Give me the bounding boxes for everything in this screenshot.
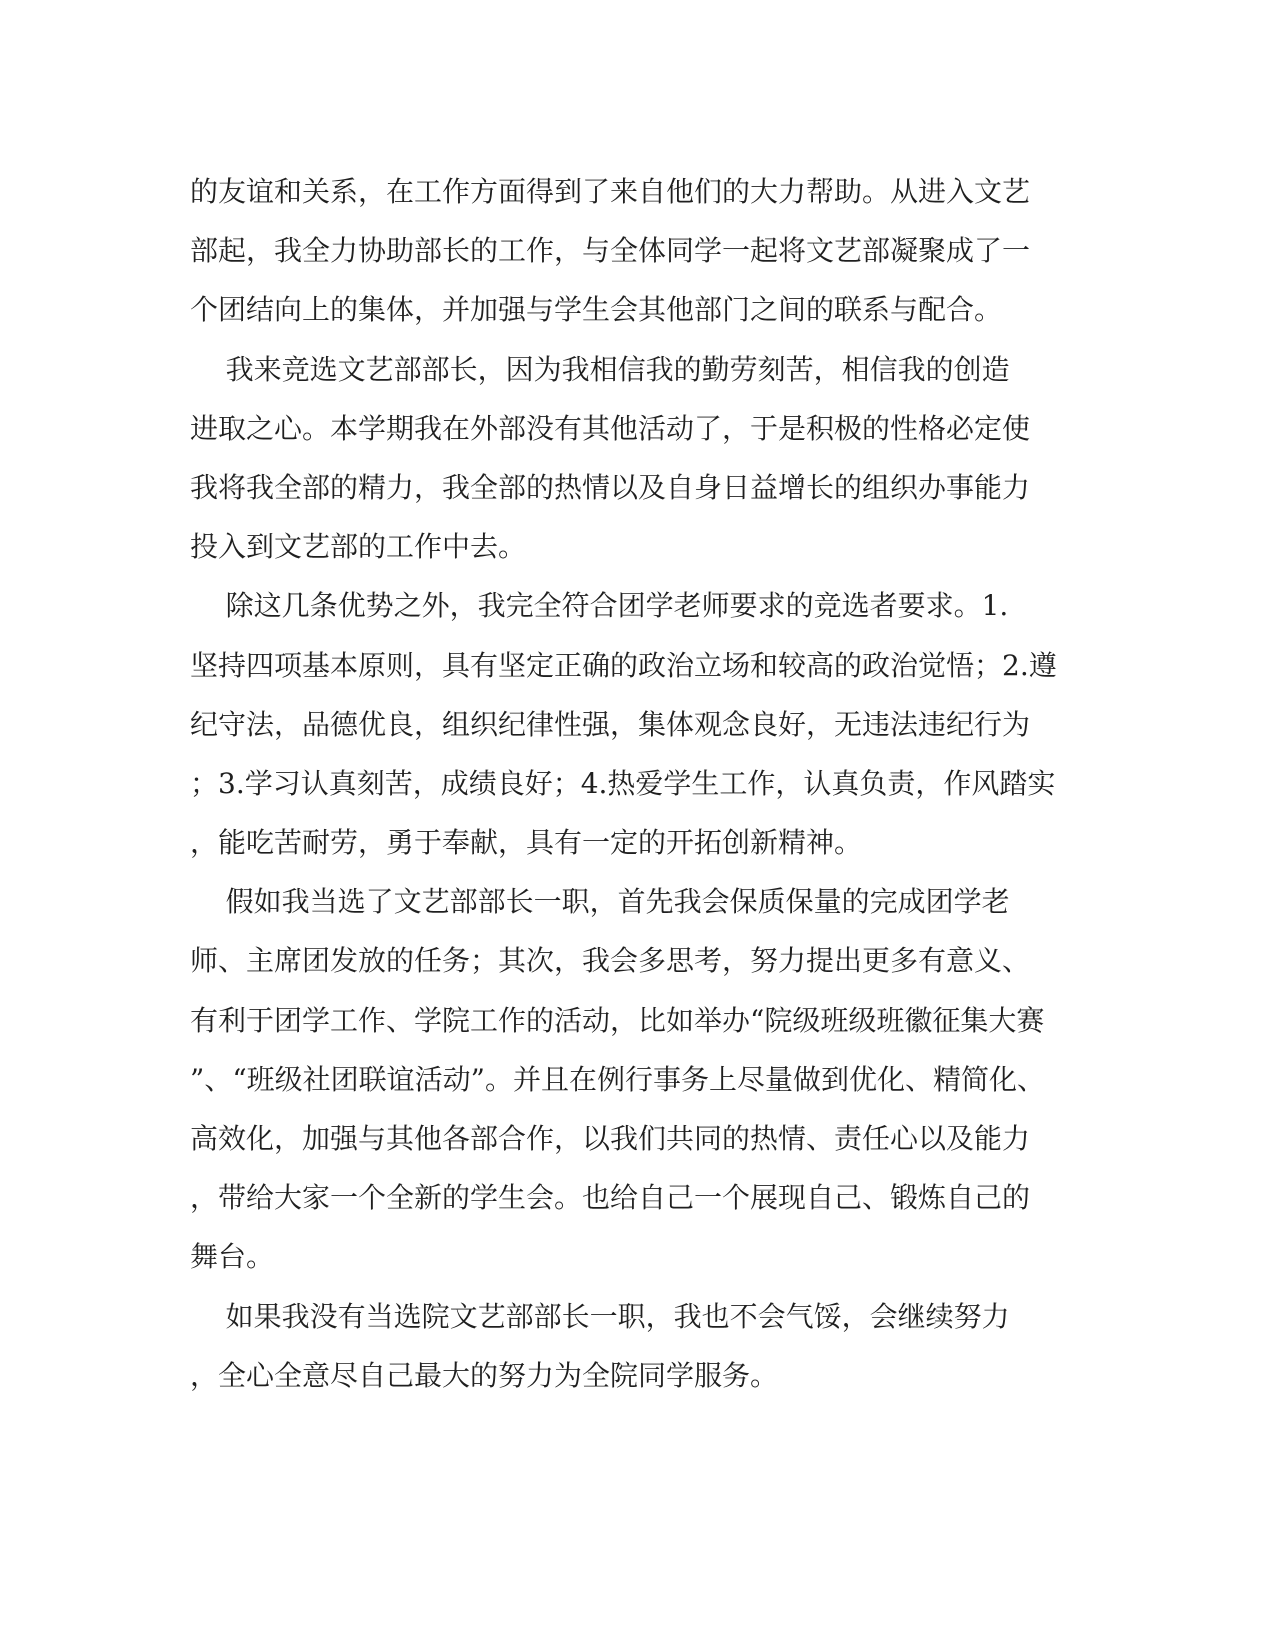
text-line: ，全心全意尽自己最大的努力为全院同学服务。 — [190, 1358, 779, 1392]
text-line: 师、主席团发放的任务；其次，我会多思考，努力提出更多有意义、 — [190, 944, 1031, 978]
text-line: 坚持四项基本原则，具有坚定正确的政治立场和较高的政治觉悟；2.遵 — [190, 648, 1057, 682]
text-line: ”、“班级社团联谊活动”。并且在例行事务上尽量做到优化、精简化、 — [190, 1062, 1045, 1096]
text-line: 我来竞选文艺部部长，因为我相信我的勤劳刻苦，相信我的创造 — [190, 352, 1010, 386]
text-line: 纪守法，品德优良，组织纪律性强，集体观念良好，无违法违纪行为 — [190, 707, 1031, 741]
text-line: 假如我当选了文艺部部长一职，首先我会保质保量的完成团学老 — [190, 885, 1010, 919]
text-line: 部起，我全力协助部长的工作，与全体同学一起将文艺部凝聚成了一 — [190, 234, 1031, 268]
text-line: 除这几条优势之外，我完全符合团学老师要求的竞选者要求。1. — [190, 589, 1009, 623]
text-line: ；3.学习认真刻苦，成绩良好；4.热爱学生工作，认真负责，作风踏实 — [190, 766, 1056, 800]
document-body — [190, 162, 1090, 1405]
text-line: 的友谊和关系，在工作方面得到了来自他们的大力帮助。从进入文艺 — [190, 175, 1031, 208]
text-line: ，能吃苦耐劳，勇于奉献，具有一定的开拓创新精神。 — [190, 826, 863, 860]
text-line: 高效化，加强与其他各部合作，以我们共同的热情、责任心以及能力 — [190, 1122, 1031, 1155]
text-line: 投入到文艺部的工作中去。 — [190, 530, 527, 564]
text-line: 如果我没有当选院文艺部部长一职，我也不会气馁，会继续努力 — [190, 1299, 1010, 1333]
text-line: ，带给大家一个全新的学生会。也给自己一个展现自己、锻炼自己的 — [190, 1181, 1031, 1215]
text-line: 有利于团学工作、学院工作的活动，比如举办“院级班级班徽征集大赛 — [190, 1003, 1045, 1037]
text-line: 我将我全部的精力，我全部的热情以及自身日益增长的组织办事能力 — [190, 470, 1031, 504]
text-line: 个团结向上的集体，并加强与学生会其他部门之间的联系与配合。 — [190, 293, 1003, 327]
text-line: 舞台。 — [190, 1240, 275, 1274]
text-line: 进取之心。本学期我在外部没有其他活动了，于是积极的性格必定使 — [190, 411, 1031, 445]
